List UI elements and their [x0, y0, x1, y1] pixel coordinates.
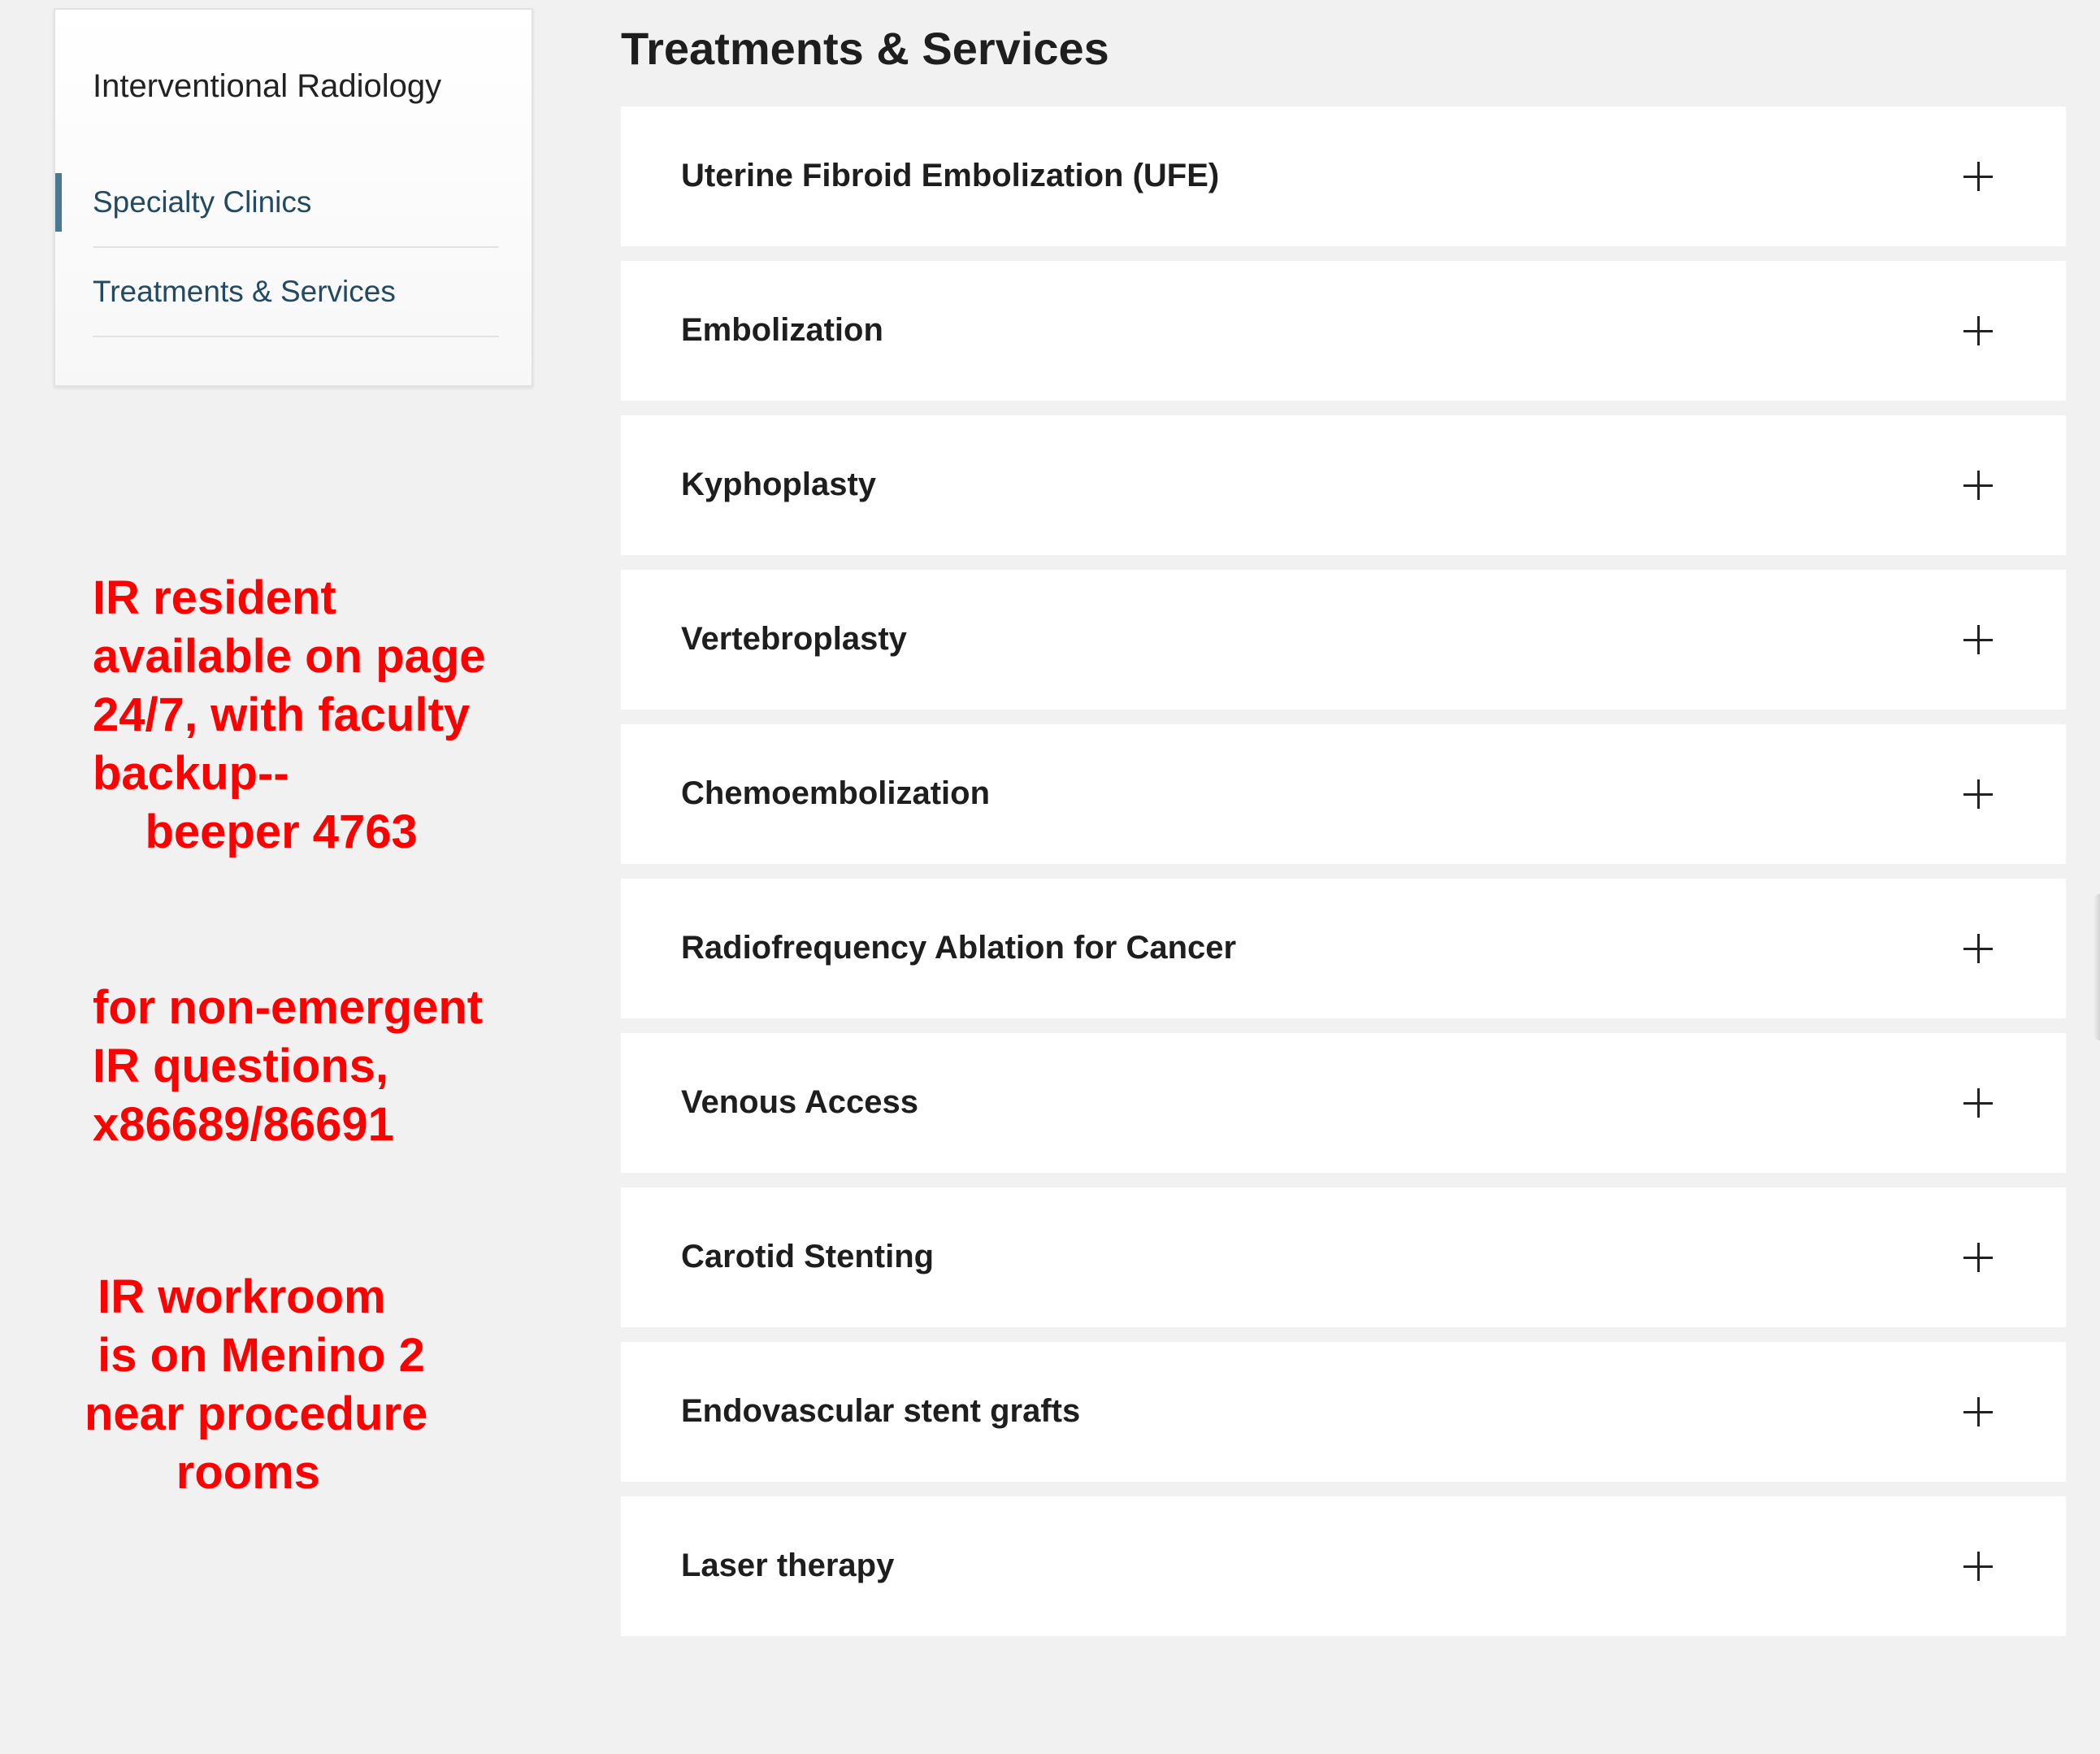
sidebar-item-specialty-clinics[interactable] — [93, 158, 499, 248]
note-line: available on page — [93, 630, 486, 683]
accordion-item-label: Vertebroplasty — [681, 621, 907, 657]
accordion-item-ufe[interactable] — [621, 106, 2066, 246]
sidebar-item-treatments-services[interactable] — [93, 248, 499, 337]
edge-shadow — [2093, 894, 2100, 1040]
accordion-item-label: Laser therapy — [681, 1548, 895, 1583]
sidebar-item-label: Treatments & Services — [93, 275, 396, 308]
page-title: Treatments & Services — [621, 23, 1109, 74]
accordion-item-label: Radiofrequency Ablation for Cancer — [681, 930, 1237, 966]
accordion-item-label: Kyphoplasty — [681, 467, 877, 502]
note-line: is on Menino 2 — [85, 1329, 425, 1382]
accordion-item-kyphoplasty[interactable] — [621, 415, 2066, 555]
note-line: backup-- — [93, 747, 289, 800]
accordion-item-label: Uterine Fibroid Embolization (UFE) — [681, 158, 1220, 193]
plus-icon[interactable] — [1963, 1552, 1993, 1581]
plus-icon[interactable] — [1963, 1243, 1993, 1272]
accordion-item-label: Embolization — [681, 312, 883, 348]
note-line: near procedure — [85, 1387, 428, 1440]
plus-icon[interactable] — [1963, 779, 1993, 809]
accordion-item-label: Endovascular stent grafts — [681, 1393, 1081, 1429]
sidebar-nav — [54, 8, 533, 387]
plus-icon[interactable] — [1963, 162, 1993, 191]
annotation-note-resident — [93, 569, 486, 862]
accordion-item-rf-ablation[interactable] — [621, 879, 2066, 1018]
accordion-item-chemoembolization[interactable] — [621, 724, 2066, 864]
accordion-item-laser-therapy[interactable] — [621, 1496, 2066, 1636]
note-line: IR workroom — [85, 1270, 386, 1323]
note-line: rooms — [85, 1446, 321, 1499]
note-line: 24/7, with faculty — [93, 688, 471, 741]
plus-icon[interactable] — [1963, 934, 1993, 963]
plus-icon[interactable] — [1963, 1397, 1993, 1426]
accordion-item-stent-grafts[interactable] — [621, 1342, 2066, 1482]
accordion-item-carotid-stenting[interactable] — [621, 1187, 2066, 1327]
plus-icon[interactable] — [1963, 1088, 1993, 1118]
annotation-note-questions — [93, 979, 483, 1154]
annotation-note-workroom — [85, 1268, 427, 1502]
sidebar-item-label: Specialty Clinics — [93, 185, 312, 219]
plus-icon[interactable] — [1963, 316, 1993, 345]
accordion-item-label: Chemoembolization — [681, 775, 991, 811]
plus-icon[interactable] — [1963, 471, 1993, 500]
accordion-item-label: Carotid Stenting — [681, 1239, 935, 1274]
plus-icon[interactable] — [1963, 625, 1993, 654]
accordion-item-vertebroplasty[interactable] — [621, 570, 2066, 710]
note-line: IR resident — [93, 571, 336, 624]
accordion-item-label: Venous Access — [681, 1084, 919, 1120]
note-line: x86689/86691 — [93, 1098, 394, 1151]
accordion-item-venous-access[interactable] — [621, 1033, 2066, 1173]
sidebar-title: Interventional Radiology — [93, 68, 442, 104]
note-line: for non-emergent — [93, 981, 484, 1034]
note-line: IR questions, — [93, 1040, 389, 1092]
treatments-accordion — [621, 106, 2066, 1651]
note-line: beeper 4763 — [93, 805, 418, 858]
accordion-item-embolization[interactable] — [621, 261, 2066, 401]
